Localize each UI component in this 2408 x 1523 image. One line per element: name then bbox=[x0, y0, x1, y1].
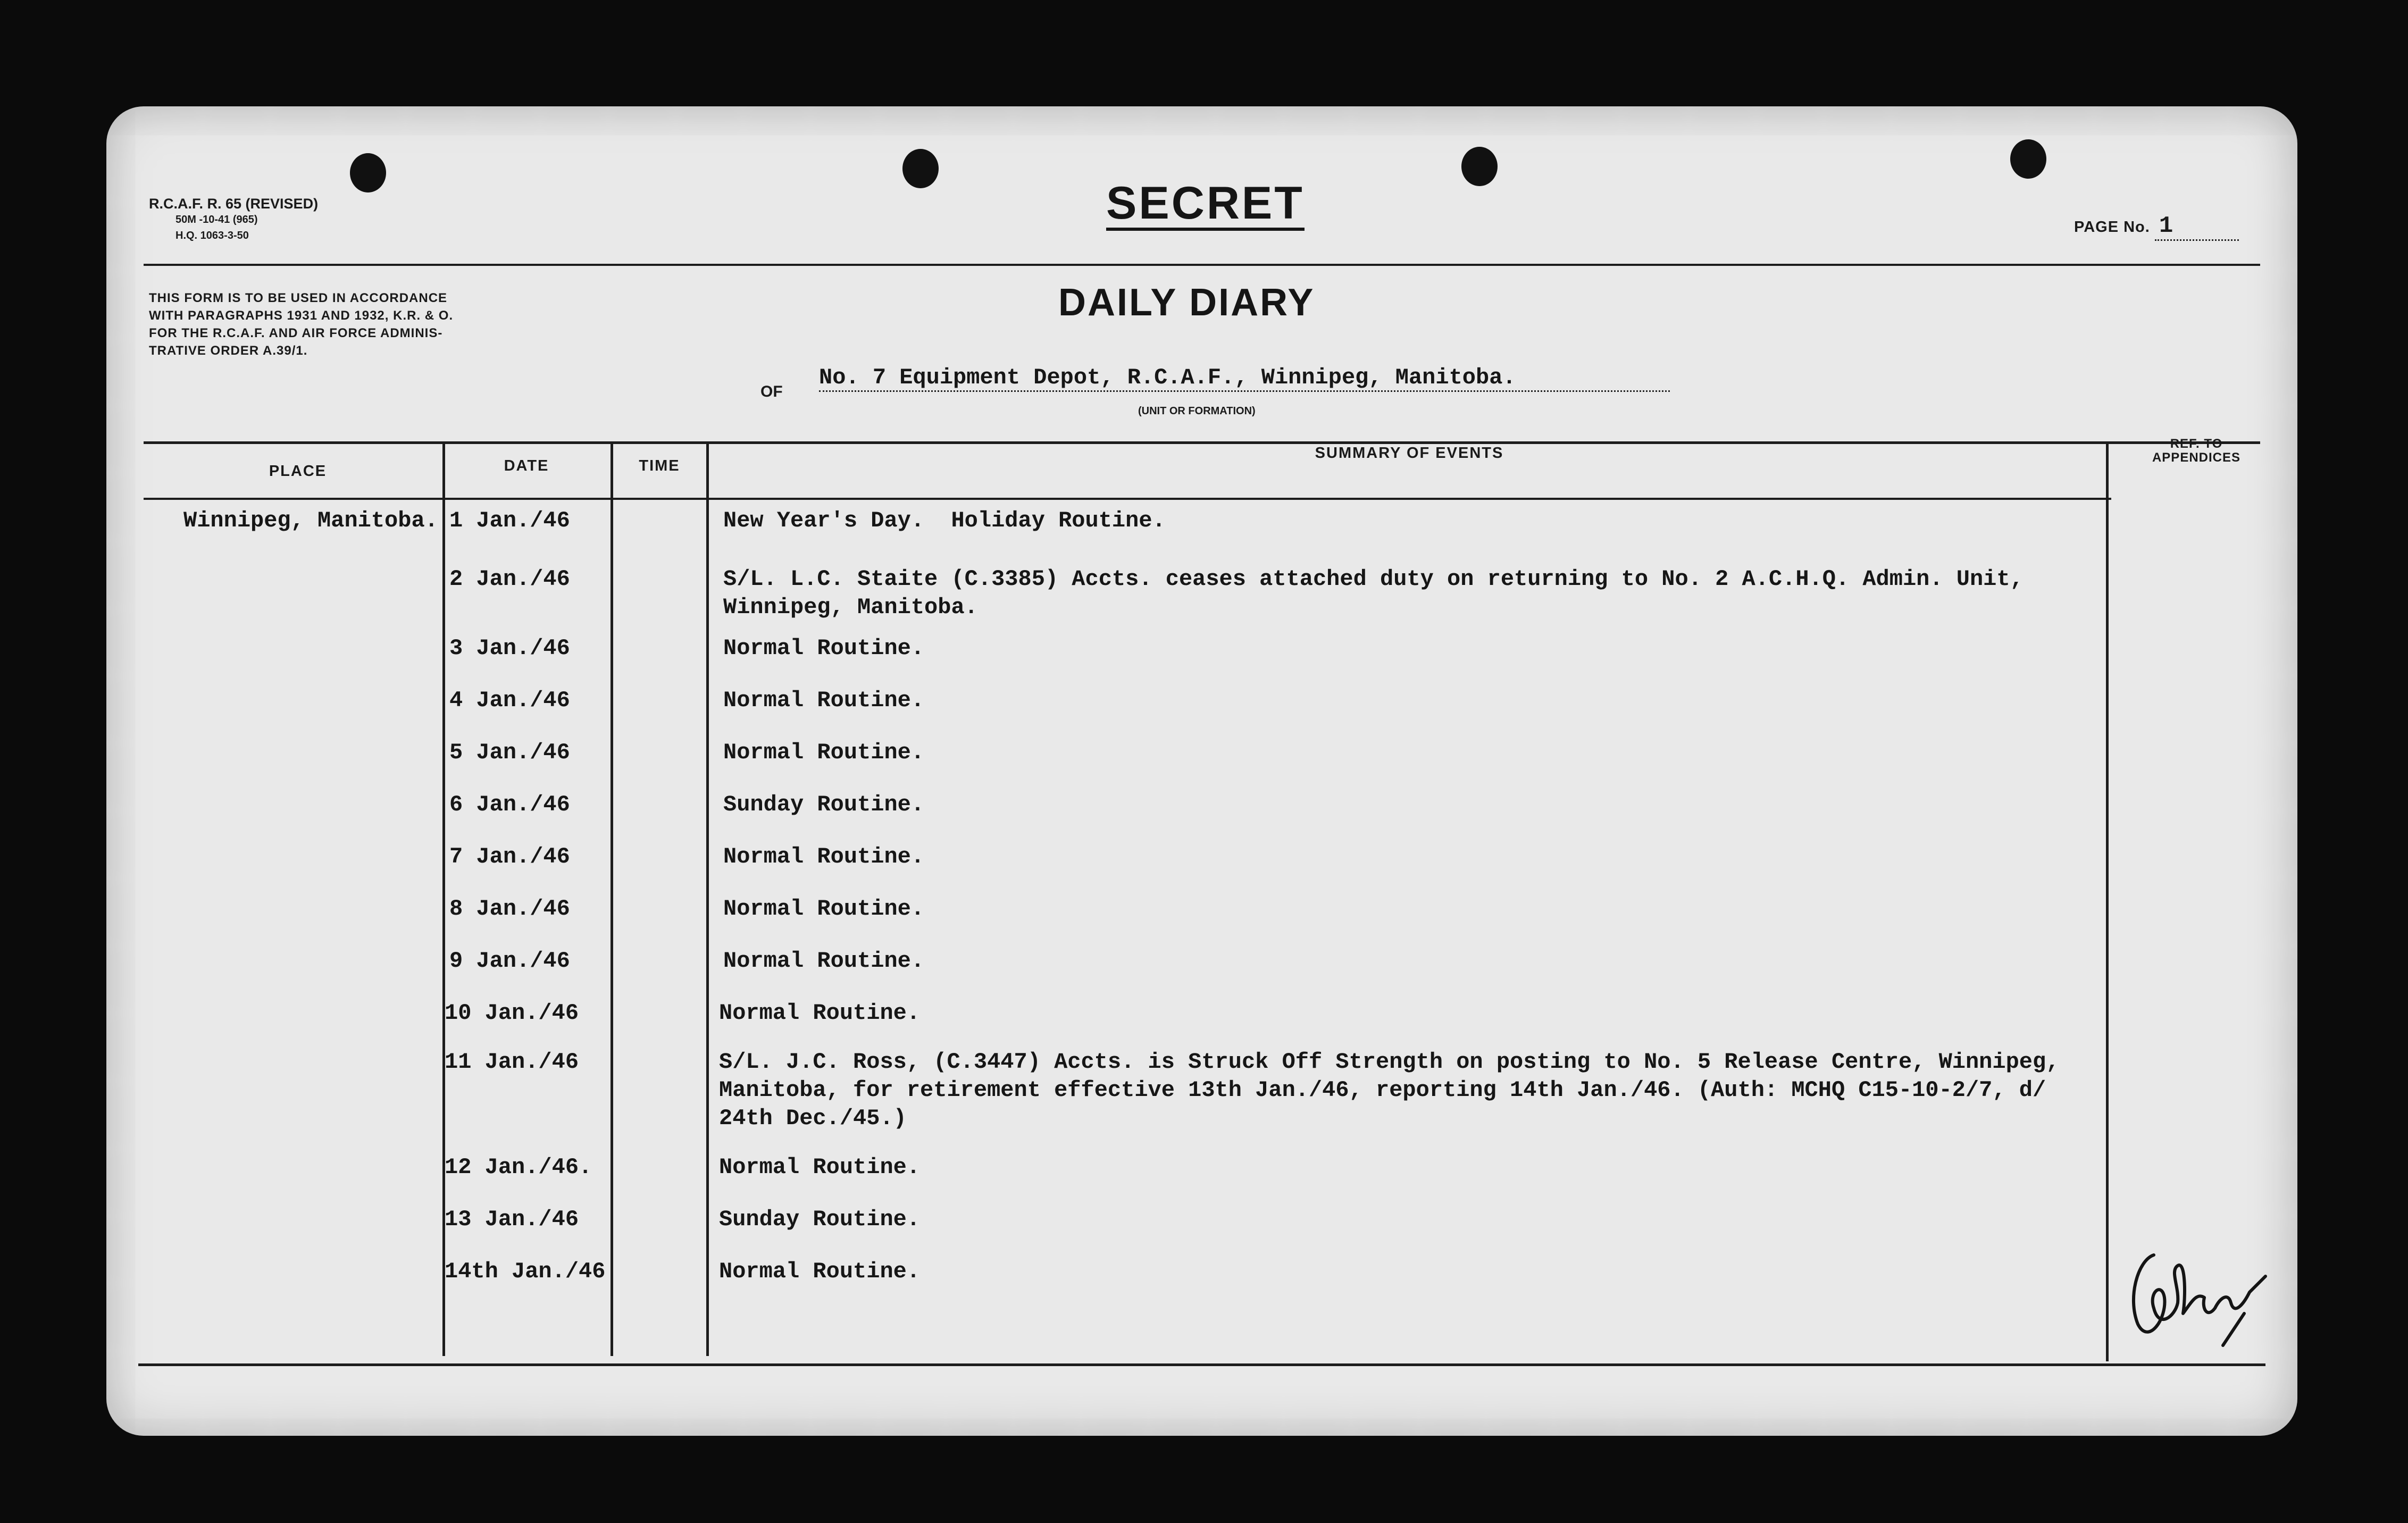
row-summary-line: Sunday Routine. bbox=[719, 1207, 921, 1232]
unit-caption: (UNIT OR FORMATION) bbox=[1138, 405, 1256, 417]
row-summary-line: Normal Routine. bbox=[723, 635, 925, 661]
form-code-line: R.C.A.F. R. 65 (REVISED) bbox=[149, 196, 319, 212]
header-time: TIME bbox=[639, 457, 680, 474]
column-divider bbox=[611, 441, 613, 1356]
row-date: 14th Jan./46 bbox=[445, 1259, 606, 1284]
punch-hole bbox=[2010, 139, 2046, 179]
table-header-rule bbox=[144, 498, 2111, 500]
form-code-line: 50M -10-41 (965) bbox=[175, 214, 258, 225]
instruction-line: WITH PARAGRAPHS 1931 AND 1932, K.R. & O. bbox=[149, 308, 454, 323]
form-instructions bbox=[149, 289, 453, 359]
column-divider bbox=[706, 441, 709, 1356]
signature-initials bbox=[2117, 1223, 2276, 1361]
row-summary-line: S/L. J.C. Ross, (C.3447) Accts. is Struck Off Strength on posting to No. 5 Release Centre, Winnipeg, bbox=[719, 1049, 2060, 1075]
punch-hole bbox=[1461, 147, 1498, 186]
row-summary-line: Manitoba, for retirement effective 13th Jan./46, reporting 14th Jan./46. (Auth: MCHQ C15-10-2/7, d/ bbox=[719, 1077, 2046, 1103]
header-ref bbox=[2117, 437, 2276, 465]
classification-stamp: SECRET bbox=[1106, 179, 1305, 231]
row-place: Winnipeg, Manitoba. bbox=[183, 508, 438, 533]
row-date: 10 Jan./46 bbox=[445, 1000, 579, 1026]
punch-hole bbox=[902, 149, 939, 188]
header-summary: SUMMARY OF EVENTS bbox=[1315, 445, 1504, 462]
row-date: 1 Jan./46 bbox=[449, 508, 570, 533]
header-ref-line: APPENDICES bbox=[2152, 450, 2241, 465]
row-summary-line: Normal Routine. bbox=[723, 688, 925, 713]
diary-sheet bbox=[106, 106, 2297, 1436]
row-summary-line: Normal Routine. bbox=[723, 844, 925, 869]
punch-hole bbox=[350, 153, 386, 193]
row-summary-line: Normal Routine. bbox=[719, 1000, 921, 1026]
row-summary-line: S/L. L.C. Staite (C.3385) Accts. ceases attached duty on returning to No. 2 A.C.H.Q. Admin. Unit, bbox=[723, 566, 2024, 592]
form-code bbox=[149, 196, 318, 244]
header-place: PLACE bbox=[269, 463, 327, 480]
header-date: DATE bbox=[504, 457, 549, 474]
row-summary-line: Normal Routine. bbox=[719, 1259, 921, 1284]
table-top-rule bbox=[144, 441, 2260, 444]
row-summary-line: Winnipeg, Manitoba. bbox=[723, 595, 978, 620]
row-date: 3 Jan./46 bbox=[449, 635, 570, 661]
row-summary-line: 24th Dec./45.) bbox=[719, 1106, 907, 1131]
row-date: 13 Jan./46 bbox=[445, 1207, 579, 1232]
page-label: PAGE No. bbox=[2074, 219, 2150, 236]
row-date: 12 Jan./46. bbox=[445, 1154, 592, 1180]
of-label: OF bbox=[760, 383, 783, 400]
row-summary-line: New Year's Day. Holiday Routine. bbox=[723, 508, 1166, 533]
unit-name: No. 7 Equipment Depot, R.C.A.F., Winnipeg, Manitoba. bbox=[819, 365, 1670, 392]
instruction-line: FOR THE R.C.A.F. AND AIR FORCE ADMINIS- bbox=[149, 326, 443, 340]
row-summary-line: Normal Routine. bbox=[723, 948, 925, 974]
instruction-line: TRATIVE ORDER A.39/1. bbox=[149, 344, 308, 358]
header-ref-line: REF. TO bbox=[2170, 437, 2223, 451]
row-date: 11 Jan./46 bbox=[445, 1049, 579, 1075]
row-date: 2 Jan./46 bbox=[449, 566, 570, 592]
table-bottom-rule bbox=[138, 1363, 2265, 1366]
row-date: 5 Jan./46 bbox=[449, 740, 570, 765]
form-code-line: H.Q. 1063-3-50 bbox=[175, 230, 249, 241]
row-date: 4 Jan./46 bbox=[449, 688, 570, 713]
row-date: 7 Jan./46 bbox=[449, 844, 570, 869]
page-number: 1 bbox=[2155, 213, 2239, 241]
row-summary-line: Normal Routine. bbox=[723, 896, 925, 922]
row-summary-line: Normal Routine. bbox=[723, 740, 925, 765]
header-rule bbox=[144, 264, 2260, 266]
page-number-field bbox=[2074, 213, 2239, 241]
column-divider bbox=[2106, 441, 2109, 1361]
row-date: 6 Jan./46 bbox=[449, 792, 570, 817]
form-title: DAILY DIARY bbox=[1058, 281, 1315, 324]
row-summary-line: Normal Routine. bbox=[719, 1154, 921, 1180]
instruction-line: THIS FORM IS TO BE USED IN ACCORDANCE bbox=[149, 291, 448, 305]
row-summary-line: Sunday Routine. bbox=[723, 792, 925, 817]
row-date: 8 Jan./46 bbox=[449, 896, 570, 922]
row-date: 9 Jan./46 bbox=[449, 948, 570, 974]
